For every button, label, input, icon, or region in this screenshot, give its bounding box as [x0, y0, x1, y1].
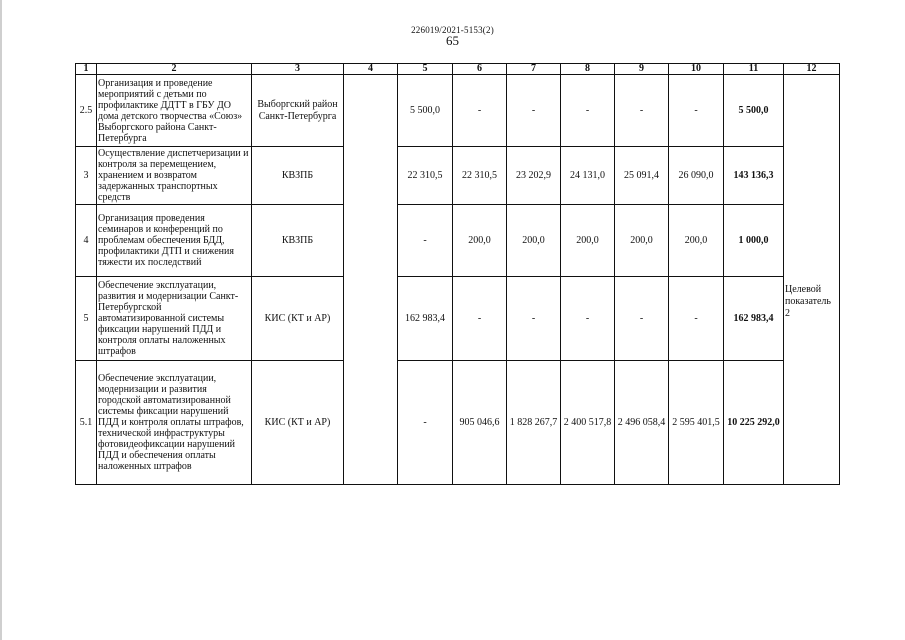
amount-col-6: - — [453, 75, 507, 147]
column-header: 12 — [784, 64, 840, 75]
total-amount: 10 225 292,0 — [724, 361, 784, 485]
column-4-empty — [344, 75, 398, 485]
target-indicator — [784, 75, 840, 485]
amount-col-9: 25 091,4 — [615, 147, 669, 205]
amount-col-7: - — [507, 277, 561, 361]
amount-col-9: - — [615, 75, 669, 147]
total-amount: 1 000,0 — [724, 205, 784, 277]
table-row — [76, 277, 840, 361]
target-indicator-text: Целевой показатель 2 — [785, 283, 831, 319]
amount-col-9: 2 496 058,4 — [615, 361, 669, 485]
amount-col-10: - — [669, 75, 724, 147]
column-header: 3 — [252, 64, 344, 75]
amount-col-7: 1 828 267,7 — [507, 361, 561, 485]
program-table — [75, 63, 840, 485]
column-header: 5 — [398, 64, 453, 75]
table-row — [76, 147, 840, 205]
page-number: 65 — [446, 33, 459, 48]
column-header: 1 — [76, 64, 97, 75]
activity-name: Обеспечение эксплуатации, развития и модернизации Санкт-Петербургской автоматизированной системы фиксации нарушений ПДД и контроля оплаты наложенных штрафов — [97, 277, 252, 361]
amount-col-5: 22 310,5 — [398, 147, 453, 205]
activity-name: Организация и проведение мероприятий с детьми по профилактике ДДТТ в ГБУ ДО дома детского творчества «Союз» Выборгского района Санкт-Петербурга — [97, 75, 252, 147]
executor: КИС (КТ и АР) — [252, 361, 344, 485]
amount-col-10: 200,0 — [669, 205, 724, 277]
amount-col-9: 200,0 — [615, 205, 669, 277]
row-number: 3 — [76, 147, 97, 205]
amount-col-7: 23 202,9 — [507, 147, 561, 205]
column-number-row — [76, 64, 840, 75]
activity-name: Обеспечение эксплуатации, модернизации и развития городской автоматизированной системы фиксации нарушений ПДД и контроля оплаты штрафов, технической инфраструктуры фотовидеофиксации нарушений ПДД и обеспечения оплаты наложенных штрафов — [97, 361, 252, 485]
column-header: 2 — [97, 64, 252, 75]
amount-col-9: - — [615, 277, 669, 361]
table-row — [76, 205, 840, 277]
document-number: 226019/2021-5153(2) — [411, 25, 494, 35]
table-row — [76, 75, 840, 147]
amount-col-5: - — [398, 361, 453, 485]
amount-col-8: 200,0 — [561, 205, 615, 277]
table-row — [76, 361, 840, 485]
amount-col-8: - — [561, 75, 615, 147]
amount-col-8: - — [561, 277, 615, 361]
amount-col-5: 5 500,0 — [398, 75, 453, 147]
column-header: 10 — [669, 64, 724, 75]
amount-col-10: 26 090,0 — [669, 147, 724, 205]
total-amount: 143 136,3 — [724, 147, 784, 205]
column-header: 9 — [615, 64, 669, 75]
amount-col-5: - — [398, 205, 453, 277]
row-number: 5 — [76, 277, 97, 361]
column-header: 7 — [507, 64, 561, 75]
total-amount: 5 500,0 — [724, 75, 784, 147]
page-edge — [0, 0, 2, 640]
executor: Выборгский район Санкт-Петербурга — [252, 75, 344, 147]
amount-col-6: 22 310,5 — [453, 147, 507, 205]
activity-name: Осуществление диспетчеризации и контроля за перемещением, хранением и возвратом задержанных транспортных средств — [97, 147, 252, 205]
amount-col-10: - — [669, 277, 724, 361]
amount-col-10: 2 595 401,5 — [669, 361, 724, 485]
amount-col-7: 200,0 — [507, 205, 561, 277]
total-amount: 162 983,4 — [724, 277, 784, 361]
column-header: 4 — [344, 64, 398, 75]
executor: КИС (КТ и АР) — [252, 277, 344, 361]
row-number: 2.5 — [76, 75, 97, 147]
executor: КВЗПБ — [252, 147, 344, 205]
amount-col-6: - — [453, 277, 507, 361]
row-number: 5.1 — [76, 361, 97, 485]
column-header: 11 — [724, 64, 784, 75]
activity-name: Организация проведения семинаров и конференций по проблемам обеспечения БДД, профилактики ДТП и снижения тяжести их последствий — [97, 205, 252, 277]
row-number: 4 — [76, 205, 97, 277]
executor: КВЗПБ — [252, 205, 344, 277]
amount-col-7: - — [507, 75, 561, 147]
column-header: 8 — [561, 64, 615, 75]
amount-col-6: 200,0 — [453, 205, 507, 277]
amount-col-8: 24 131,0 — [561, 147, 615, 205]
amount-col-5: 162 983,4 — [398, 277, 453, 361]
amount-col-6: 905 046,6 — [453, 361, 507, 485]
column-header: 6 — [453, 64, 507, 75]
amount-col-8: 2 400 517,8 — [561, 361, 615, 485]
